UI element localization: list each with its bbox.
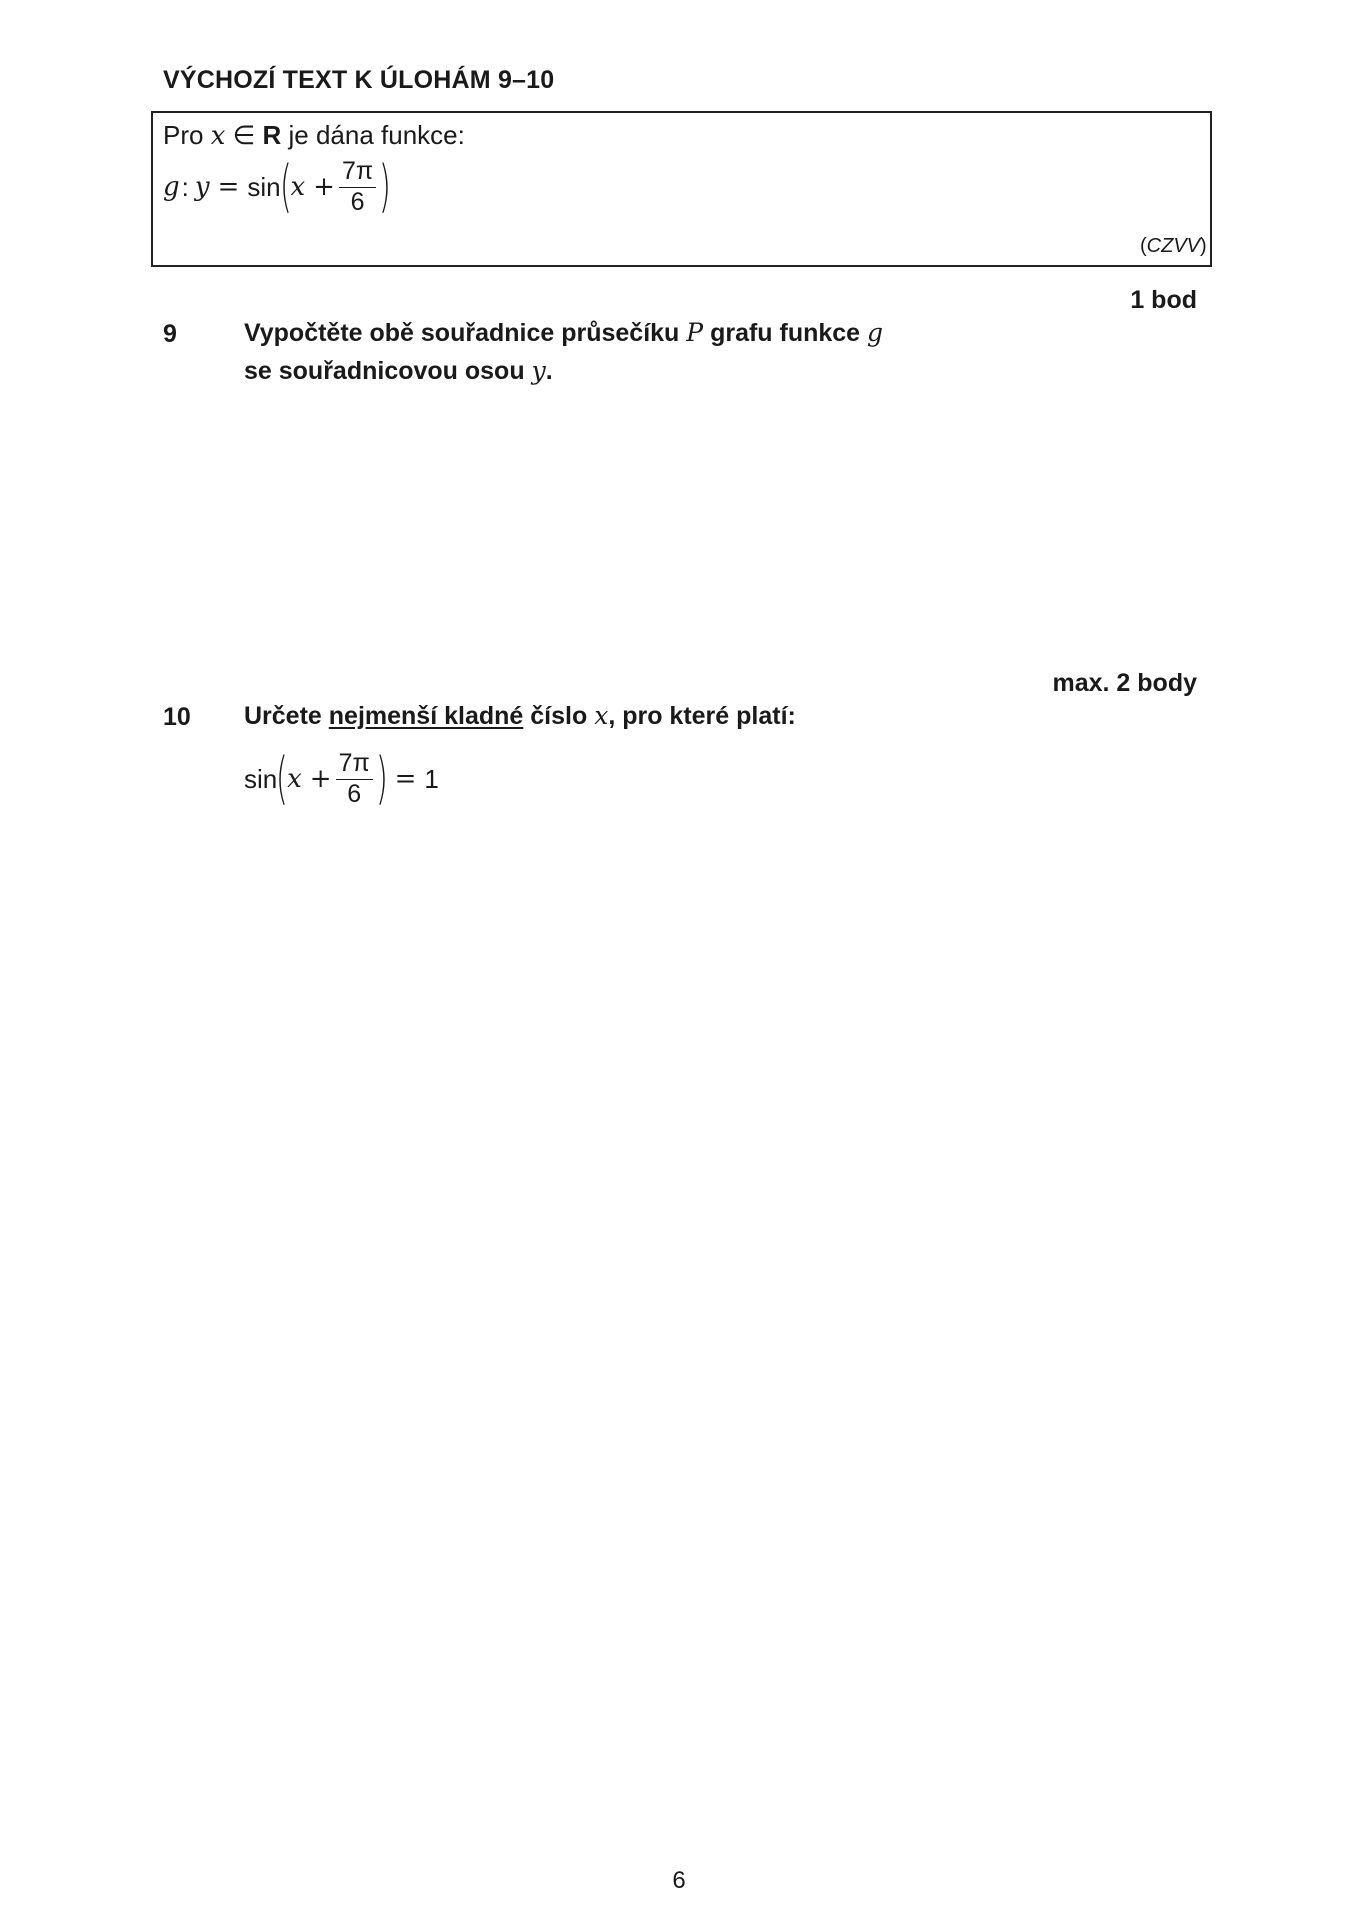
fraction-numerator: 7π xyxy=(339,158,376,188)
function-plus: + xyxy=(313,172,335,202)
task9-text xyxy=(244,314,883,390)
source-label xyxy=(1140,235,1207,258)
source-close-paren: ) xyxy=(1200,235,1207,257)
task10-equation xyxy=(244,746,439,811)
task9-line2-text: se souřadnicovou osou xyxy=(244,357,525,385)
intro-elem: ∈ xyxy=(232,120,256,150)
source-name: CZVV xyxy=(1146,235,1201,257)
task9-line2 xyxy=(244,352,883,390)
task10-text-mid: číslo xyxy=(530,702,588,730)
right-paren: ) xyxy=(379,154,392,219)
task10-fraction xyxy=(336,750,373,808)
task10-left-paren: ( xyxy=(276,746,289,811)
task10-plus: + xyxy=(309,764,332,794)
intro-prefix: Pro xyxy=(163,120,204,150)
intro-line xyxy=(163,120,465,151)
task10-text xyxy=(244,697,796,735)
function-y: y xyxy=(194,172,210,202)
task10-rhs: 1 xyxy=(424,763,439,794)
left-paren: ( xyxy=(279,154,292,219)
task10-fraction-denominator: 6 xyxy=(347,779,362,808)
task10-var-x: x xyxy=(594,701,609,730)
fraction-denominator: 6 xyxy=(350,187,365,216)
task10-points: max. 2 body xyxy=(1052,669,1197,697)
task9-line2-end: . xyxy=(545,357,553,385)
task10-fraction-numerator: 7π xyxy=(336,750,373,780)
task9-line1-text: Vypočtěte obě souřadnice průsečíku xyxy=(244,319,680,347)
source-open-paren: ( xyxy=(1140,235,1147,257)
function-definition xyxy=(163,154,392,219)
intro-suffix: je dána funkce: xyxy=(288,120,465,150)
task10-eq: = xyxy=(394,764,417,794)
task10-arg-x: x xyxy=(287,764,302,794)
function-colon: : xyxy=(181,171,189,202)
task10-text-underlined: nejmenší kladné xyxy=(328,702,524,730)
task9-points: 1 bod xyxy=(1130,286,1197,314)
function-name: g xyxy=(163,172,180,202)
task10-text-start: Určete xyxy=(244,702,322,730)
task10-sin: sin xyxy=(244,763,278,794)
intro-set: R xyxy=(262,120,282,150)
task10-text-end: , pro které platí: xyxy=(608,702,796,730)
fraction xyxy=(339,158,376,216)
task9-line1-mid: grafu funkce xyxy=(710,319,861,347)
task9-var-p: P xyxy=(686,318,704,347)
page-number: 6 xyxy=(672,1867,686,1894)
section-heading: VÝCHOZÍ TEXT K ÚLOHÁM 9–10 xyxy=(163,66,555,94)
function-eq: = xyxy=(217,172,240,202)
task9-number: 9 xyxy=(163,320,177,348)
task10-number: 10 xyxy=(163,703,191,731)
task9-line1 xyxy=(244,314,883,352)
task9-var-y: y xyxy=(531,356,546,385)
task9-var-g: g xyxy=(867,318,884,347)
function-arg-x: x xyxy=(290,172,306,202)
task10-right-paren: ) xyxy=(375,746,388,811)
function-sin: sin xyxy=(247,171,281,202)
intro-var-x: x xyxy=(210,121,226,151)
